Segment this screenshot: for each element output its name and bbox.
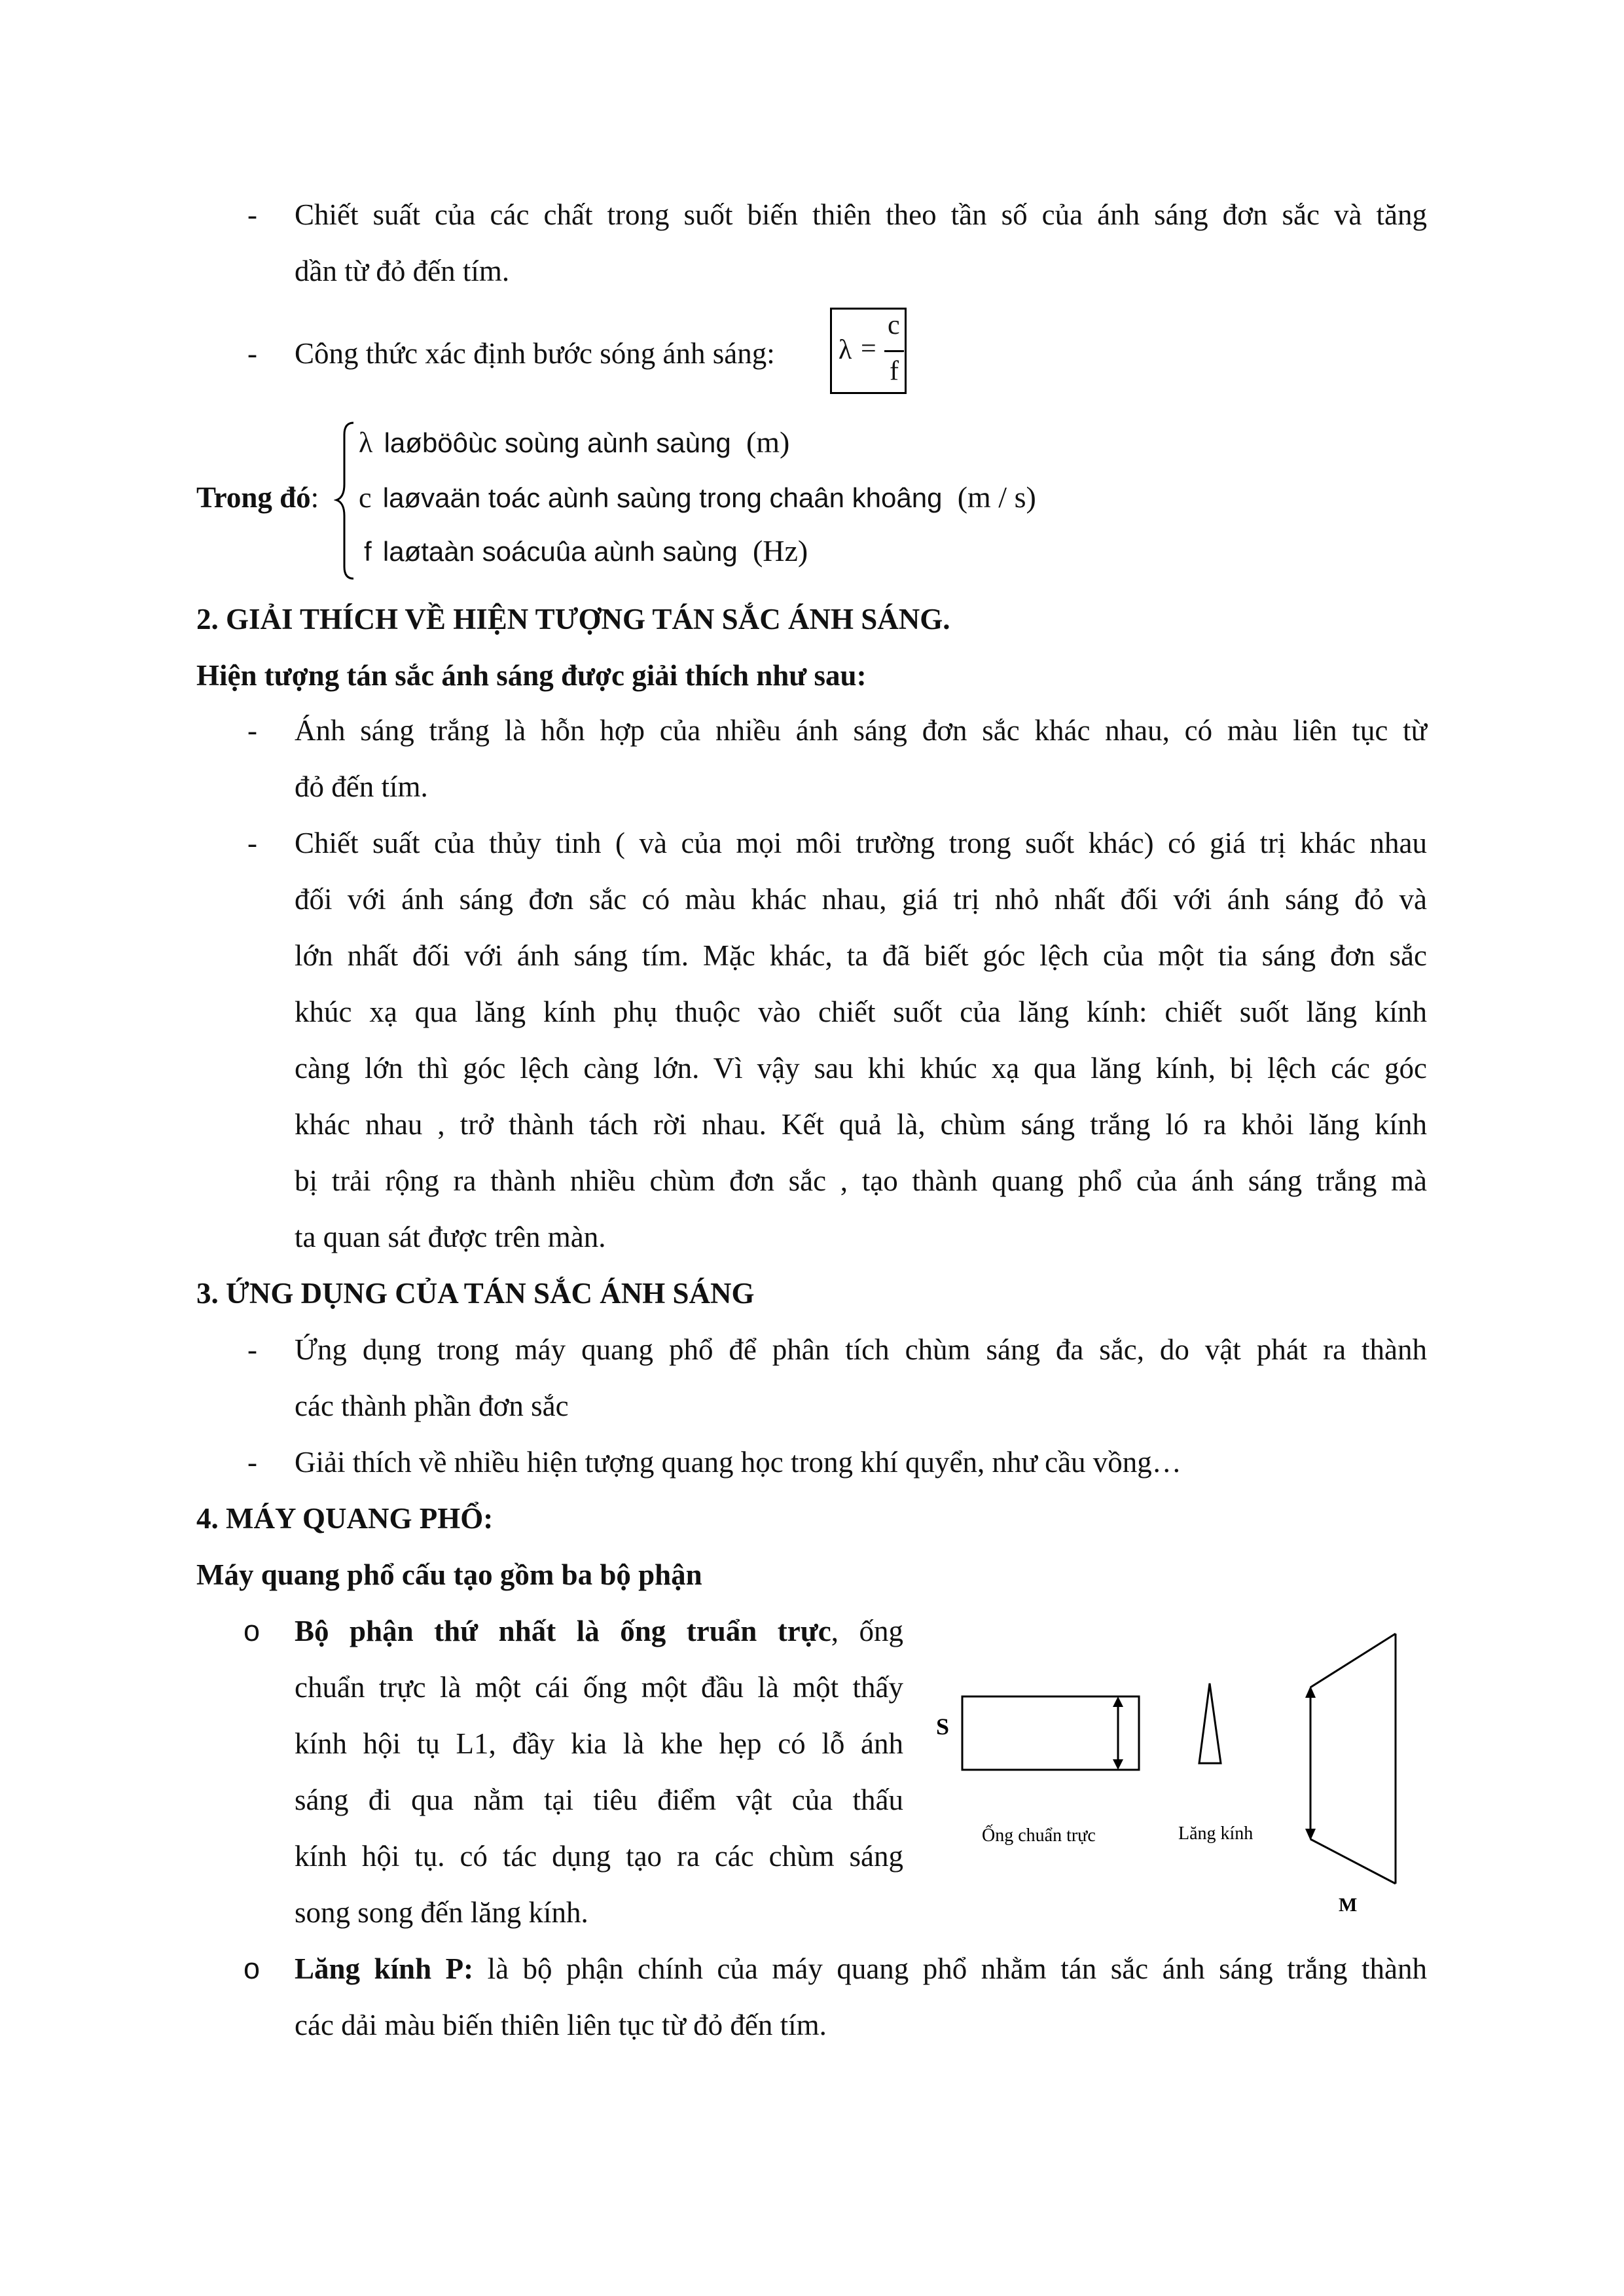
dash-marker: - bbox=[247, 714, 257, 747]
spectrometer-diagram bbox=[916, 1623, 1427, 1931]
bullet-wavelength-formula-text: Công thức xác định bước sóng ánh sáng: bbox=[295, 337, 775, 370]
collimator-arrowhead-down bbox=[1113, 1759, 1123, 1770]
s3-b2-line: Giải thích về nhiều hiện tượng quang học trong khí quyển, như cầu vồng… bbox=[295, 1446, 1182, 1479]
section-4-heading: 4. MÁY QUANG PHỔ: bbox=[196, 1502, 494, 1535]
s3-b1-line2: các thành phần đơn sắc bbox=[295, 1390, 569, 1422]
where-line-f bbox=[364, 531, 808, 571]
s2-b2-line6: khác nhau , trở thành tách rời nhau. Kết quả là, chùm sáng trắng ló ra khỏi lăng kính bbox=[295, 1108, 1427, 1141]
section-2-subheading: Hiện tượng tán sắc ánh sáng được giải thích như sau: bbox=[196, 659, 867, 692]
s2-b2-line8: ta quan sát được trên màn. bbox=[295, 1221, 606, 1253]
screen-arrowhead-up bbox=[1305, 1686, 1316, 1698]
s4-item2-rest: là bộ phận chính của máy quang phổ nhằm tán sắc ánh sáng trắng thành bbox=[473, 1952, 1427, 1985]
s2-b1-line2: đỏ đến tím. bbox=[295, 770, 428, 803]
diagram-label-s: S bbox=[936, 1713, 950, 1740]
where-symbol-lambda: λ bbox=[359, 427, 373, 459]
s4-item1-bold: Bộ phận thứ nhất là ống truẩn trực bbox=[295, 1615, 831, 1647]
where-unit-c: (m / s) bbox=[957, 480, 1036, 514]
dash-marker: - bbox=[247, 827, 257, 859]
s4-item1-rest: , ống bbox=[831, 1615, 903, 1647]
s4-item1-line5: kính hội tụ. có tác dụng tạo ra các chùm sáng bbox=[295, 1840, 903, 1873]
diagram-label-tube: Ống chuẩn trực bbox=[982, 1825, 1096, 1846]
dash-marker: - bbox=[247, 198, 257, 231]
s4-item2-line1 bbox=[295, 1949, 1427, 1988]
s4-item2-bold: Lăng kính P: bbox=[295, 1952, 474, 1985]
formula-lambda: λ bbox=[839, 335, 852, 365]
where-unit-lambda: (m) bbox=[746, 425, 790, 459]
where-text-c: laøvaän toác aùnh saùng trong chaân khoâng bbox=[382, 482, 943, 513]
s2-b2-line3: lớn nhất đối với ánh sáng tím. Mặc khác, ta đã biết góc lệch của một tia sáng đơn sắc bbox=[295, 939, 1427, 972]
s2-b2-line4: khúc xạ qua lăng kính phụ thuộc vào chiết suốt của lăng kính: chiết suốt lăng kính bbox=[295, 996, 1427, 1028]
where-line-lambda bbox=[359, 423, 789, 463]
screen-arrowhead-down bbox=[1305, 1829, 1316, 1840]
where-text-lambda: laøböôùc soùng aùnh saùng bbox=[384, 427, 731, 458]
diagram-label-prism: Lăng kính bbox=[1178, 1823, 1254, 1844]
prism-shape bbox=[1199, 1683, 1221, 1763]
section-2-heading: 2. GIẢI THÍCH VỀ HIỆN TƯỢNG TÁN SẮC ÁNH SÁNG. bbox=[196, 603, 950, 636]
screen-bottom-edge bbox=[1310, 1839, 1396, 1884]
circle-marker: o bbox=[244, 1614, 261, 1647]
circle-marker: o bbox=[244, 1952, 261, 1985]
where-line-c bbox=[359, 478, 1036, 518]
where-unit-f: (Hz) bbox=[752, 534, 808, 567]
formula-fraction-bar bbox=[884, 350, 904, 352]
section-3-heading: 3. ỨNG DỤNG CỦA TÁN SẮC ÁNH SÁNG bbox=[196, 1277, 755, 1310]
s2-b2-line7: bị trải rộng ra thành nhiều chùm đơn sắc , tạo thành quang phổ của ánh sáng trắng mà bbox=[295, 1164, 1427, 1197]
diagram-label-m: M bbox=[1339, 1894, 1358, 1916]
formula-denominator: f bbox=[890, 356, 899, 386]
dash-marker: - bbox=[247, 337, 257, 370]
s2-b2-line1: Chiết suất của thủy tinh ( và của mọi môi trường trong suốt khác) có giá trị khác nhau bbox=[295, 827, 1427, 859]
s4-item1-line4: sáng đi qua nằm tại tiêu điểm vật của thấu bbox=[295, 1784, 903, 1816]
s2-b2-line2: đối với ánh sáng đơn sắc có màu khác nhau, giá trị nhỏ nhất đối với ánh sáng đỏ và bbox=[295, 883, 1427, 916]
where-symbol-f: f bbox=[364, 536, 372, 567]
formula-numerator: c bbox=[888, 310, 900, 340]
s4-item1-line3: kính hội tụ L1, đầy kia là khe hẹp có lỗ ánh bbox=[295, 1727, 903, 1760]
s4-item1-line2: chuẩn trực là một cái ống một đầu là một thấy bbox=[295, 1671, 903, 1704]
s4-item2-line2: các dải màu biến thiên liên tục từ đỏ đến tím. bbox=[295, 2009, 827, 2041]
collimator-arrowhead-up bbox=[1113, 1696, 1123, 1707]
curly-brace bbox=[334, 419, 360, 583]
screen-top-edge bbox=[1310, 1634, 1396, 1687]
where-label bbox=[196, 478, 319, 517]
dash-marker: - bbox=[247, 1333, 257, 1366]
bullet-refractive-index-line2: dần từ đỏ đến tím. bbox=[295, 255, 510, 287]
formula-equals: = bbox=[861, 334, 876, 364]
wavelength-formula-box bbox=[830, 308, 907, 394]
where-colon: : bbox=[310, 481, 319, 514]
bullet-refractive-index-line1: Chiết suất của các chất trong suốt biến thiên theo tần số của ánh sáng đơn sắc và tăng bbox=[295, 198, 1427, 231]
s2-b1-line1: Ánh sáng trắng là hỗn hợp của nhiều ánh sáng đơn sắc khác nhau, có màu liên tục từ bbox=[295, 714, 1427, 747]
where-text-f: laøtaàn soácuûa aùnh saùng bbox=[382, 536, 738, 567]
s3-b1-line1: Ứng dụng trong máy quang phổ để phân tích chùm sáng đa sắc, do vật phát ra thành bbox=[295, 1333, 1427, 1366]
collimator-tube bbox=[962, 1696, 1139, 1770]
where-symbol-c: c bbox=[359, 482, 372, 514]
section-4-subheading: Máy quang phổ cấu tạo gồm ba bộ phận bbox=[196, 1558, 702, 1591]
dash-marker: - bbox=[247, 1446, 257, 1479]
s2-b2-line5: càng lớn thì góc lệch càng lớn. Vì vậy sau khi khúc xạ qua lăng kính, bị lệch các góc bbox=[295, 1052, 1427, 1085]
s4-item1-line1 bbox=[295, 1611, 903, 1651]
where-label-text: Trong đó bbox=[196, 481, 311, 514]
s4-item1-line6: song song đến lăng kính. bbox=[295, 1896, 588, 1929]
